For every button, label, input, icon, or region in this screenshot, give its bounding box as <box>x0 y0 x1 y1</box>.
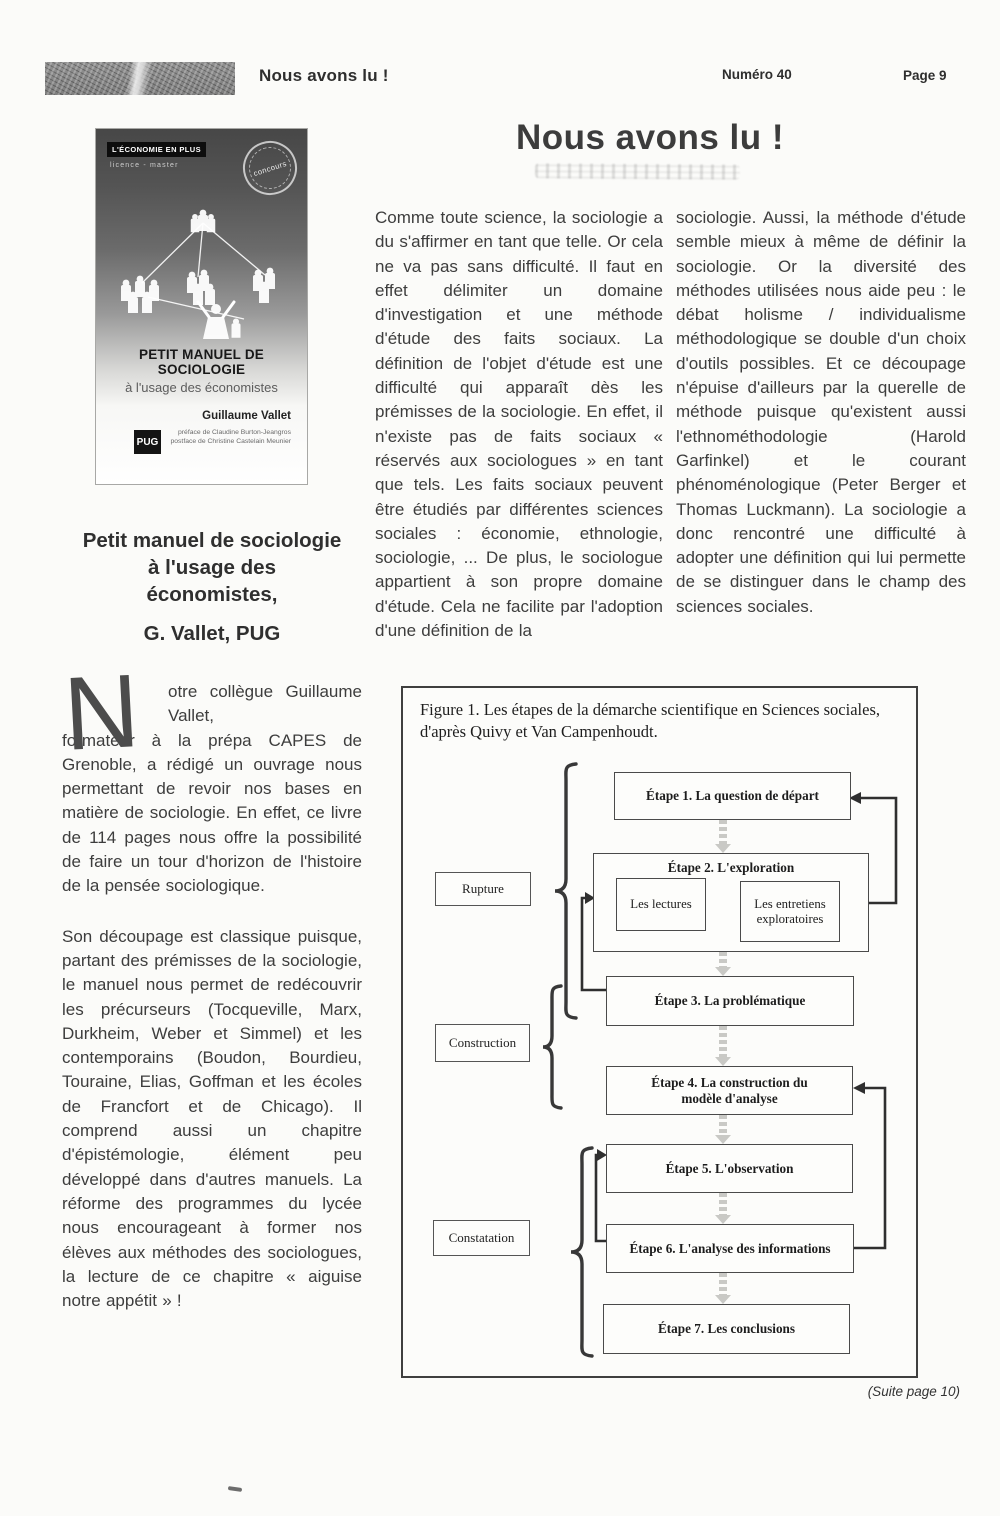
review-heading-line3: économistes, <box>146 583 278 606</box>
flow-step-3: Étape 3. La problématique <box>606 976 854 1026</box>
figure-caption: Figure 1. Les étapes de la démarche scientifique en Sciences sociales, d'après Quivy et Van Campenhoudt. <box>420 700 880 741</box>
people-network-illustration <box>96 197 308 362</box>
review-heading-line1: Petit manuel de sociologie <box>82 529 342 552</box>
issue-number: Numéro 40 <box>722 67 792 82</box>
book-cover <box>95 128 308 485</box>
review-paragraph2: Son découpage est classique puisque, partant des prémisses de la sociologie, le manuel nous permet de redécouvrir les précurseurs (Tocqueville, Marx, Durkheim, Weber et Simmel) et les contemporains (Boudon, Bourdieu, Touraine, Elias, Goffman et les écoles de Francfort et de Chicago). Il comprend aussi un chapitre d'épistémologie, élément peu développé dans d'autres manuels. La réforme des programmes du lycée nous encourageant à former nos élèves aux méthodes des sociologues, la lecture de ce chapitre « aiguise notre appétit » ! <box>62 926 362 1311</box>
review-heading-line2: à l'usage des <box>148 556 276 579</box>
flow-step-2 <box>593 853 869 952</box>
page-title: Nous avons lu ! <box>515 118 785 157</box>
book-level-label: licence - master <box>110 162 179 169</box>
flow-step-2-label: Étape 2. L'exploration <box>667 860 795 875</box>
stamp-label: concours <box>252 158 288 178</box>
flow-step-5: Étape 5. L'observation <box>606 1144 853 1193</box>
scan-bottom-artifact <box>228 1486 242 1492</box>
phase-rupture: Rupture <box>435 872 531 906</box>
flow-step-1: Étape 1. La question de départ <box>614 772 851 820</box>
masthead-title: Nous avons lu ! <box>259 66 389 85</box>
book-author: Guillaume Vallet <box>202 410 291 422</box>
review-heading <box>62 527 362 608</box>
book-title: PETIT MANUEL DE SOCIOLOGIE <box>138 347 264 377</box>
dropcap-letter: N <box>61 653 143 773</box>
cover-title-block <box>96 347 307 446</box>
article-column-2: sociologie. Aussi, la méthode d'étude semble mieux à même de définir la sociologie. Or la diversité des méthodes utilisées nous aide peu : le débat holisme / individualisme méthodologique se double d'un choix d'outils possibles. Et ce découpage n'épuise d'ailleurs par la querelle de méthode puisque qu'existent aussi l'ethnométhodologie (Harold Garfinkel) et le courant phénoménologique (Peter Berger et Thomas Luckmann). La sociologie a donc rencontré une difficulté à adopter une définition qui lui permette de se distinguer dans le champ des sciences sociales. <box>676 208 966 616</box>
masthead-texture-image <box>45 62 235 95</box>
article-column-1: Comme toute science, la sociologie a du s'affirmer en tant que telle. Or cela ne va pas sans difficulté. Il faut en effet délimiter un domaine d'investigation et une méthode d'étude des faits sociaux. La définition de l'objet d'étude est une difficulté qui apparaît dès les prémisses de la sociologie. En effet, il n'existe pas de faits sociaux « réservés aux sociologues » en tant que tels. Les faits sociaux peuvent être étudiés par différentes sciences sociales : économie, ethnologie, sociologie, ... De plus, le sociologue appartient à son propre domaine d'étude. Cela ne facilite par l'adoption d'une définition de la <box>375 208 663 641</box>
page-number: Page 9 <box>903 68 947 83</box>
review-paragraph1-rest: formateur à la prépa CAPES de Grenoble, a rédigé un ouvrage nous permettant de revoir nos bases en matière de sociologie. En effet, ce livre de 114 pages nous offre la possibilité de faire un tour d'horizon de l'histoire de la pensée sociologique. <box>62 730 362 896</box>
review-author: G. Vallet, PUG <box>143 622 281 645</box>
review-paragraph1-lead: otre collègue Guillaume Vallet, <box>168 682 362 726</box>
book-preface: préface de Claudine Burton-Jeangros <box>178 429 291 436</box>
book-series-banner: L'ÉCONOMIE EN PLUS <box>107 142 206 157</box>
review-column <box>62 527 362 1313</box>
flow-step-7: Étape 7. Les conclusions <box>603 1304 850 1354</box>
flow-step-6: Étape 6. L'analyse des informations <box>606 1224 854 1273</box>
flow-sub-entretiens: Les entretiens exploratoires <box>740 881 840 942</box>
continuation-note: (Suite page 10) <box>867 1384 960 1399</box>
concours-stamp-icon <box>236 134 304 202</box>
book-subtitle: à l'usage des économistes <box>125 380 278 395</box>
flow-sub-lectures: Les lectures <box>616 878 706 931</box>
flow-step-4: Étape 4. La construction du modèle d'analyse <box>606 1066 853 1115</box>
phase-construction: Construction <box>435 1024 530 1062</box>
book-postface: postface de Christine Castelain Meunier <box>170 438 291 445</box>
phase-constatation: Constatation <box>433 1220 530 1256</box>
figure-1-flowchart <box>401 686 918 1378</box>
publisher-logo: PUG <box>134 430 161 454</box>
scan-smudge-artifact <box>535 163 740 179</box>
